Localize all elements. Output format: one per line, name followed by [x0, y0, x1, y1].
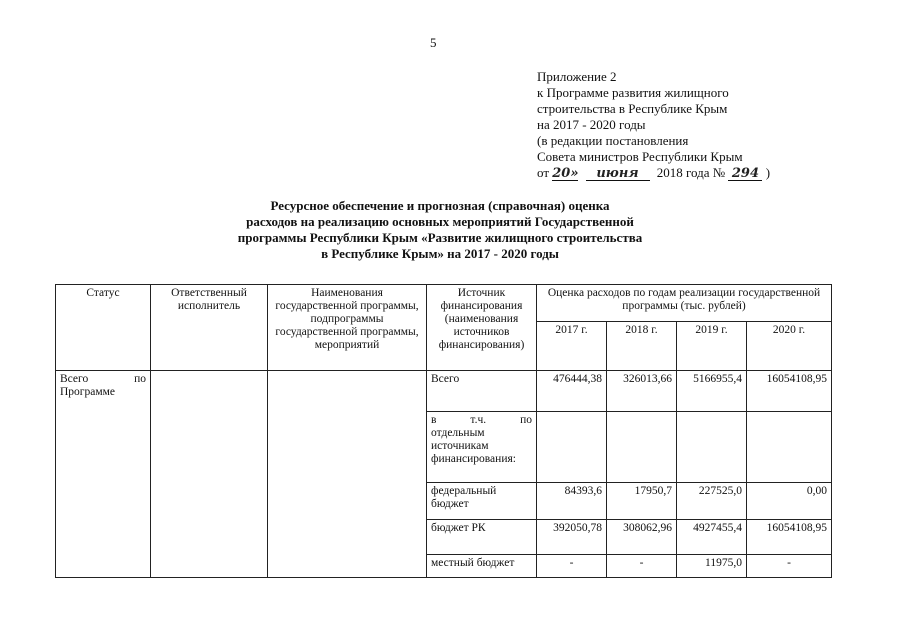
value-cell: 84393,6 — [537, 483, 607, 520]
appendix-line: к Программе развития жилищного — [537, 85, 729, 100]
value-cell: 17950,7 — [607, 483, 677, 520]
title-line: Ресурсное обеспечение и прогнозная (справочная) оценка — [270, 198, 610, 213]
value-cell: 11975,0 — [677, 555, 747, 578]
value-cell: 392050,78 — [537, 520, 607, 555]
value-cell: 5166955,4 — [677, 371, 747, 412]
source-first-line — [431, 414, 532, 427]
value-cell — [747, 412, 832, 483]
value-cell: - — [747, 555, 832, 578]
closing-paren: ) — [765, 165, 771, 180]
value-cell: 308062,96 — [607, 520, 677, 555]
date-year-text: 2018 года № — [656, 165, 726, 180]
header-year: 2019 г. — [677, 322, 747, 371]
budget-table — [55, 284, 832, 578]
header-year: 2017 г. — [537, 322, 607, 371]
source-cell: Всего — [427, 371, 537, 412]
value-cell: - — [537, 555, 607, 578]
source-cell: бюджет РК — [427, 520, 537, 555]
source-rest: отдельным источникам финансирования: — [431, 427, 516, 465]
source-cell: федеральный бюджет — [427, 483, 537, 520]
date-prefix: от — [537, 165, 550, 180]
value-cell: 0,00 — [747, 483, 832, 520]
appendix-line: (в редакции постановления — [537, 133, 689, 148]
appendix-line: строительства в Республике Крым — [537, 101, 728, 116]
source-cell: местный бюджет — [427, 555, 537, 578]
source-word: по — [520, 414, 532, 426]
source-word: в — [431, 414, 437, 426]
status-word: Всего — [60, 373, 89, 385]
title-line: программы Республики Крым «Развитие жилищного строительства — [237, 230, 643, 245]
title-line: в Республике Крым» на 2017 - 2020 годы — [321, 246, 559, 261]
header-program-name: Наименования государственной программы, подпрограммы государственной программы, мероприятий — [268, 285, 427, 371]
header-status: Статус — [56, 285, 151, 371]
value-cell — [607, 412, 677, 483]
program-name-cell — [268, 371, 427, 578]
header-funding-source: Источник финансирования (наименования источников финансирования) — [427, 285, 537, 371]
handwritten-month: июня — [586, 167, 650, 181]
value-cell: - — [607, 555, 677, 578]
executor-cell — [151, 371, 268, 578]
handwritten-day: 20» — [552, 166, 579, 181]
status-cell — [56, 371, 151, 578]
status-word: по — [134, 373, 146, 385]
value-cell: 16054108,95 — [747, 520, 832, 555]
appendix-block — [537, 69, 770, 181]
header-year: 2020 г. — [747, 322, 832, 371]
appendix-line: на 2017 - 2020 годы — [537, 117, 646, 132]
source-cell — [427, 412, 537, 483]
appendix-line: Приложение 2 — [537, 69, 617, 84]
header-executor: Ответственный исполнитель — [151, 285, 268, 371]
value-cell: 16054108,95 — [747, 371, 832, 412]
header-year: 2018 г. — [607, 322, 677, 371]
value-cell: 326013,66 — [607, 371, 677, 412]
status-first-line — [60, 373, 146, 386]
title-line: расходов на реализацию основных мероприятий Государственной — [246, 214, 634, 229]
status-word: Программе — [60, 386, 116, 398]
value-cell: 227525,0 — [677, 483, 747, 520]
header-cost-estimate: Оценка расходов по годам реализации государственной программы (тыс. рублей) — [537, 285, 832, 322]
appendix-date-line — [537, 165, 770, 181]
value-cell: 476444,38 — [537, 371, 607, 412]
source-word: т.ч. — [470, 414, 487, 426]
document-title — [180, 198, 700, 262]
page-number: 5 — [430, 35, 437, 50]
appendix-line: Совета министров Республики Крым — [537, 149, 743, 164]
value-cell — [677, 412, 747, 483]
handwritten-number: 294 — [728, 167, 762, 181]
value-cell: 4927455,4 — [677, 520, 747, 555]
value-cell — [537, 412, 607, 483]
